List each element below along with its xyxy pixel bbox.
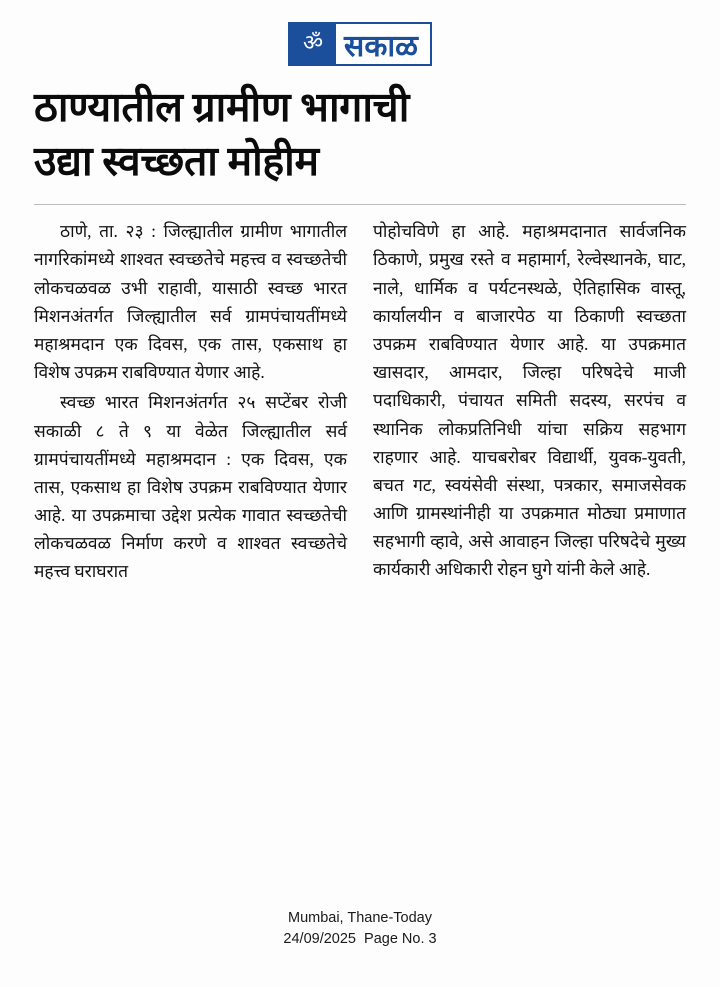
article-body bbox=[30, 217, 690, 897]
headline-divider bbox=[34, 204, 686, 205]
clipping-footer bbox=[30, 898, 690, 978]
paragraph: पोहोचविणे हा आहे. महाश्रमदानात सार्वजनिक ठिकाणे, प्रमुख रस्ते व महामार्ग, रेल्वेस्थानके, घाट, नाले, धार्मिक व पर्यटनस्थळे, ऐतिहासिक वास्तू, कार्यालयीन व बाजारपेठ या ठिकाणी स्वच्छता उपक्रम राबविण्यात येणार आहे. या उपक्रमात खासदार, आमदार, जिल्हा परिषदेचे माजी पदाधिकारी, पंचायत समिती सदस्य, सरपंच व स्थानिक लोकप्रतिनिधी यांचा सक्रिय सहभाग राहणार आहे. याचबरोबर विद्यार्थी, युवक-युवती, बचत गट, स्वयंसेवी संस्था, पत्रकार, समाजसेवक आणि ग्रामस्थांनीही या उपक्रमात मोठ्या प्रमाणात सहभागी व्हावे, असे आवाहन जिल्हा परिषदेचे मुख्य कार्यकारी अधिकारी रोहन घुगे यांनी केले आहे. bbox=[373, 221, 686, 580]
page-title bbox=[30, 80, 690, 188]
om-icon: ॐ bbox=[290, 24, 336, 64]
masthead-title: सकाळ bbox=[344, 29, 418, 63]
paragraph: ठाणे, ता. २३ : जिल्ह्यातील ग्रामीण भागातील नागरिकांमध्ये शाश्वत स्वच्छतेचे महत्त्व व स्वच्छतेची लोकचळवळ उभी राहावी, यासाठी स्वच्छ भारत मिशनअंतर्गत जिल्ह्यातील सर्व ग्रामपंचायतींमध्ये महाश्रमदान एक दिवस, एक तास, एकसाथ हा विशेष उपक्रम राबविण्यात येणार आहे. bbox=[34, 221, 347, 383]
sakal-logo bbox=[288, 22, 432, 66]
masthead bbox=[30, 22, 690, 66]
footer-edition: Mumbai, Thane-Today bbox=[287, 909, 432, 926]
footer-date-page: 24/09/2025 Page No. 3 bbox=[283, 931, 437, 948]
article-column-right bbox=[373, 217, 686, 897]
headline-line-2: उद्या स्वच्छता मोहीम bbox=[34, 138, 319, 185]
paragraph: स्वच्छ भारत मिशनअंतर्गत २५ सप्टेंबर रोजी सकाळी ८ ते ९ या वेळेत जिल्ह्यातील सर्व ग्रामपंचायतींमध्ये महाश्रमदान : एक दिवस, एक तास, एकसाथ हा विशेष उपक्रम राबविण्यात येणार आहे. या उपक्रमाचा उद्देश प्रत्येक गावात स्वच्छतेची लोकचळवळ निर्माण करणे व शाश्वत स्वच्छतेचे महत्त्व घराघरात bbox=[34, 392, 347, 582]
headline-line-1: ठाण्यातील ग्रामीण भागाची bbox=[34, 84, 410, 130]
article-column-left bbox=[34, 217, 347, 897]
